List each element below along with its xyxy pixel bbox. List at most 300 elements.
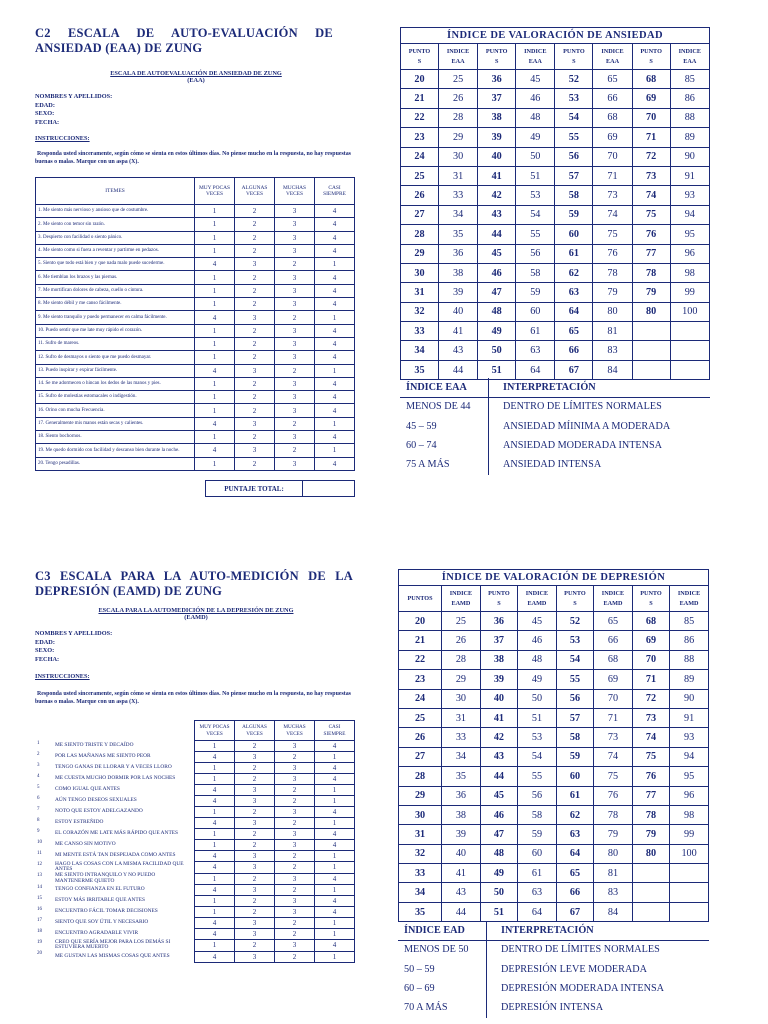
points-cell: 32 <box>399 844 442 863</box>
table-row <box>36 231 355 244</box>
item-score[interactable]: 1 <box>195 457 235 470</box>
eaa-items-table <box>35 177 355 471</box>
item-score[interactable]: 2 <box>235 741 275 752</box>
item-score[interactable]: 4 <box>315 807 355 818</box>
item-text: ESTOY ESTREÑIDO <box>55 819 104 826</box>
item-text: COMO IGUAL QUE ANTES <box>55 786 120 793</box>
item-score[interactable]: 1 <box>195 774 235 785</box>
item-score[interactable]: 4 <box>195 417 235 430</box>
item-score[interactable]: 2 <box>275 444 315 457</box>
index-cell: 84 <box>594 902 633 921</box>
index-cell: 75 <box>593 225 632 244</box>
item-score[interactable]: 4 <box>195 951 235 962</box>
item-score[interactable]: 2 <box>235 907 275 918</box>
eamd-field-name: NOMBRES Y APELLIDOS: <box>35 630 113 637</box>
item-score[interactable]: 4 <box>315 337 355 350</box>
points-cell <box>632 341 670 360</box>
item-score[interactable]: 1 <box>195 907 235 918</box>
item-score[interactable]: 2 <box>275 417 315 430</box>
table-row <box>36 364 355 377</box>
points-cell: 26 <box>399 728 442 747</box>
item-score[interactable]: 4 <box>195 918 235 929</box>
index-cell: 29 <box>442 670 481 689</box>
index-col-header <box>632 44 670 70</box>
index-cell: 54 <box>518 747 557 766</box>
item-score[interactable]: 4 <box>315 763 355 774</box>
item-score[interactable]: 3 <box>235 951 275 962</box>
index-col-header <box>670 586 709 612</box>
item-score[interactable]: 4 <box>195 818 235 829</box>
header-line: S <box>573 599 577 607</box>
item-score[interactable]: 3 <box>275 205 315 218</box>
index-cell: 35 <box>442 767 481 786</box>
item-score[interactable]: 3 <box>235 311 275 324</box>
header-line: S <box>649 599 653 607</box>
item-score[interactable]: 1 <box>195 840 235 851</box>
item-score[interactable]: 1 <box>195 244 235 257</box>
points-cell: 72 <box>632 147 670 166</box>
item-text: 14. Se me adormecen o hincan los dedos de las manos y pies. <box>36 377 195 390</box>
table-row <box>36 218 355 231</box>
item-score[interactable]: 2 <box>235 231 275 244</box>
table-row <box>401 360 710 379</box>
item-score[interactable]: 4 <box>315 873 355 885</box>
index-cell: 36 <box>438 244 477 263</box>
item-score[interactable]: 2 <box>235 807 275 818</box>
item-score[interactable]: 2 <box>235 391 275 404</box>
eaa-subtitle: ESCALA DE AUTOEVALUACIÓN DE ANSIEDAD DE ZUNG <box>110 70 282 77</box>
index-cell: 59 <box>518 825 557 844</box>
item-score[interactable]: 1 <box>195 218 235 231</box>
item-score[interactable]: 1 <box>195 284 235 297</box>
item-text: 17. Generalmente mis manos están secas y calientes. <box>36 417 195 430</box>
points-cell: 53 <box>555 89 593 108</box>
item-score[interactable]: 3 <box>275 298 315 311</box>
points-cell: 67 <box>556 902 593 921</box>
item-score[interactable]: 3 <box>275 873 315 885</box>
item-score[interactable]: 1 <box>195 391 235 404</box>
points-cell: 52 <box>556 612 593 631</box>
item-score[interactable]: 2 <box>235 896 275 907</box>
index-cell: 35 <box>438 225 477 244</box>
index-cell: 85 <box>670 612 709 631</box>
item-score[interactable]: 2 <box>235 298 275 311</box>
eaa-index-body <box>401 70 710 380</box>
table-row <box>399 786 709 805</box>
points-cell: 68 <box>632 70 670 89</box>
item-score[interactable]: 1 <box>195 271 235 284</box>
item-score[interactable]: 1 <box>195 741 235 752</box>
item-score[interactable]: 4 <box>315 271 355 284</box>
item-score[interactable]: 3 <box>275 457 315 470</box>
item-text: 9. Me siento tranquilo y puedo permanecer en calma fácilmente. <box>36 311 195 324</box>
table-row <box>399 883 709 902</box>
item-score[interactable]: 2 <box>235 324 275 337</box>
item-score[interactable]: 1 <box>315 444 355 457</box>
item-score[interactable]: 2 <box>235 763 275 774</box>
points-cell: 49 <box>478 322 516 341</box>
item-score[interactable]: 3 <box>275 391 315 404</box>
points-cell: 52 <box>555 70 593 89</box>
item-score[interactable]: 1 <box>315 364 355 377</box>
item-score[interactable]: 2 <box>275 951 315 962</box>
item-score[interactable]: 3 <box>275 218 315 231</box>
item-score[interactable]: 3 <box>275 377 315 390</box>
item-score[interactable]: 3 <box>235 752 275 763</box>
item-score[interactable]: 3 <box>275 907 315 918</box>
table-row <box>35 940 355 952</box>
item-score[interactable]: 3 <box>275 271 315 284</box>
points-cell: 36 <box>480 612 517 631</box>
index-cell: 98 <box>670 263 709 282</box>
item-score[interactable]: 4 <box>315 391 355 404</box>
points-cell: 29 <box>399 786 442 805</box>
points-cell: 80 <box>632 302 670 321</box>
item-score[interactable]: 1 <box>315 918 355 929</box>
points-cell: 23 <box>399 670 442 689</box>
item-score[interactable]: 4 <box>195 929 235 940</box>
item-text: 10. Puedo sentir que me late muy rápido el corazón. <box>36 324 195 337</box>
index-cell: 38 <box>438 263 477 282</box>
item-score[interactable]: 4 <box>195 364 235 377</box>
index-cell: 94 <box>670 205 709 224</box>
item-score[interactable]: 2 <box>275 364 315 377</box>
item-score[interactable]: 2 <box>275 862 315 874</box>
index-cell: 49 <box>516 128 555 147</box>
points-cell: 26 <box>401 186 439 205</box>
index-col-header <box>478 44 516 70</box>
item-score[interactable]: 4 <box>315 218 355 231</box>
index-cell: 38 <box>442 805 481 824</box>
item-score[interactable]: 2 <box>235 351 275 364</box>
item-score[interactable]: 3 <box>235 918 275 929</box>
header-line: PUNTO <box>563 47 585 55</box>
item-score[interactable]: 3 <box>275 763 315 774</box>
item-score[interactable]: 4 <box>195 311 235 324</box>
item-score[interactable]: 4 <box>315 298 355 311</box>
eaa-fields <box>35 93 357 127</box>
item-score[interactable]: 4 <box>315 774 355 785</box>
item-text: 1. Me siento más nervioso y ansioso que de costumbre. <box>36 205 195 218</box>
item-score[interactable]: 2 <box>275 885 315 896</box>
points-cell: 33 <box>399 864 442 883</box>
table-row <box>36 431 355 444</box>
item-score[interactable]: 3 <box>235 258 275 271</box>
points-cell: 79 <box>632 283 670 302</box>
points-cell: 54 <box>556 650 593 669</box>
points-cell: 25 <box>399 708 442 727</box>
item-score[interactable]: 4 <box>315 324 355 337</box>
table-row <box>401 166 710 185</box>
item-score[interactable]: 2 <box>235 840 275 851</box>
points-cell: 21 <box>399 631 442 650</box>
points-cell: 57 <box>555 166 593 185</box>
item-text: AÚN TENGO DESEOS SEXUALES <box>55 797 137 804</box>
item-text: MI MENTE ESTÁ TAN DESPEJADA COMO ANTES <box>55 852 176 859</box>
index-cell: 81 <box>593 322 632 341</box>
item-score[interactable]: 2 <box>235 940 275 952</box>
index-cell: 55 <box>516 225 555 244</box>
item-score[interactable]: 3 <box>275 741 315 752</box>
item-score[interactable]: 1 <box>195 351 235 364</box>
item-number: 12 <box>37 861 42 867</box>
item-score[interactable]: 2 <box>235 457 275 470</box>
table-row <box>35 951 355 962</box>
points-cell: 57 <box>556 708 593 727</box>
item-score[interactable]: 3 <box>235 785 275 796</box>
index-cell: 51 <box>518 708 557 727</box>
index-cell: 74 <box>594 747 633 766</box>
item-score[interactable]: 3 <box>275 840 315 851</box>
points-cell: 47 <box>480 825 517 844</box>
index-cell: 40 <box>442 844 481 863</box>
item-score[interactable]: 3 <box>235 929 275 940</box>
item-score[interactable]: 1 <box>195 324 235 337</box>
points-cell: 63 <box>555 283 593 302</box>
points-cell: 71 <box>632 670 669 689</box>
header-line: INDICE <box>677 589 701 597</box>
item-score[interactable]: 2 <box>235 873 275 885</box>
item-number: 17 <box>37 917 42 923</box>
eamd-form <box>35 569 357 706</box>
index-cell: 95 <box>670 767 709 786</box>
index-cell: 46 <box>518 631 557 650</box>
item-score[interactable]: 4 <box>315 244 355 257</box>
points-cell: 62 <box>555 263 593 282</box>
index-cell: 98 <box>670 805 709 824</box>
item-score[interactable]: 2 <box>235 404 275 417</box>
item-score[interactable]: 4 <box>315 404 355 417</box>
item-score[interactable]: 1 <box>315 311 355 324</box>
item-score[interactable]: 1 <box>195 873 235 885</box>
item-score[interactable]: 2 <box>275 918 315 929</box>
item-score[interactable]: 1 <box>315 417 355 430</box>
item-score[interactable]: 3 <box>275 807 315 818</box>
index-cell: 39 <box>438 283 477 302</box>
index-cell: 51 <box>516 166 555 185</box>
item-score[interactable]: 1 <box>315 785 355 796</box>
item-score[interactable]: 1 <box>315 818 355 829</box>
item-score[interactable]: 1 <box>195 829 235 840</box>
item-score[interactable]: 1 <box>315 885 355 896</box>
points-cell: 44 <box>480 767 517 786</box>
item-score[interactable]: 4 <box>315 829 355 840</box>
item-score[interactable]: 4 <box>315 431 355 444</box>
index-cell: 39 <box>442 825 481 844</box>
item-score[interactable]: 2 <box>275 785 315 796</box>
interp-header-meaning: INTERPRETACIÓN <box>501 924 594 936</box>
item-text: ME SIENTO INTRANQUILO Y NO PUEDO MANTENERME QUIETO <box>55 872 156 884</box>
points-cell: 78 <box>632 805 669 824</box>
table-row <box>35 896 355 907</box>
item-score[interactable]: 3 <box>235 796 275 807</box>
item-score[interactable]: 3 <box>275 284 315 297</box>
item-score[interactable]: 3 <box>235 417 275 430</box>
header-line: EAMD <box>603 599 623 607</box>
item-score[interactable]: 1 <box>195 205 235 218</box>
item-number: 15 <box>37 895 42 901</box>
item-number: 13 <box>37 873 42 879</box>
item-score[interactable]: 1 <box>195 298 235 311</box>
table-row <box>401 108 710 127</box>
item-score[interactable]: 3 <box>275 940 315 952</box>
item-score[interactable]: 2 <box>275 929 315 940</box>
index-cell: 34 <box>442 747 481 766</box>
item-score[interactable]: 1 <box>195 377 235 390</box>
points-cell: 58 <box>555 186 593 205</box>
eamd-items-body <box>35 741 355 963</box>
item-score[interactable]: 3 <box>275 404 315 417</box>
item-score[interactable]: 3 <box>275 829 315 840</box>
item-score[interactable]: 4 <box>315 940 355 952</box>
item-score[interactable]: 4 <box>315 231 355 244</box>
item-score[interactable]: 1 <box>195 763 235 774</box>
item-score[interactable]: 2 <box>235 244 275 257</box>
item-score[interactable]: 2 <box>235 218 275 231</box>
item-number: 20 <box>37 951 42 957</box>
item-score[interactable]: 2 <box>235 337 275 350</box>
item-score[interactable]: 4 <box>195 752 235 763</box>
index-cell: 68 <box>594 650 633 669</box>
eaa-interp-body <box>400 378 710 475</box>
item-score[interactable]: 4 <box>315 907 355 918</box>
points-cell: 28 <box>399 767 442 786</box>
points-cell: 37 <box>478 89 516 108</box>
item-score[interactable]: 2 <box>235 284 275 297</box>
item-score[interactable]: 1 <box>195 431 235 444</box>
item-score[interactable]: 2 <box>275 796 315 807</box>
points-cell: 71 <box>632 128 670 147</box>
index-cell: 93 <box>670 186 709 205</box>
index-cell: 71 <box>594 708 633 727</box>
index-cell: 56 <box>516 244 555 263</box>
item-score[interactable]: 4 <box>315 284 355 297</box>
item-score[interactable]: 4 <box>315 741 355 752</box>
item-score[interactable]: 1 <box>195 231 235 244</box>
points-cell: 41 <box>478 166 516 185</box>
item-score[interactable]: 3 <box>275 337 315 350</box>
item-score[interactable]: 4 <box>195 851 235 862</box>
item-score[interactable]: 1 <box>195 337 235 350</box>
item-score[interactable]: 4 <box>315 896 355 907</box>
item-score[interactable]: 4 <box>195 258 235 271</box>
item-score[interactable]: 3 <box>235 364 275 377</box>
table-row <box>36 457 355 470</box>
index-cell: 89 <box>670 670 709 689</box>
item-score[interactable]: 3 <box>235 851 275 862</box>
item-score[interactable]: 3 <box>275 231 315 244</box>
interp-meaning: DEPRESIÓN INTENSA <box>501 1002 604 1014</box>
item-score[interactable]: 1 <box>315 796 355 807</box>
item-score[interactable]: 3 <box>235 818 275 829</box>
item-score[interactable]: 1 <box>315 929 355 940</box>
item-score[interactable]: 1 <box>195 896 235 907</box>
item-score[interactable]: 3 <box>235 444 275 457</box>
item-score[interactable]: 4 <box>315 205 355 218</box>
points-cell: 78 <box>632 263 670 282</box>
item-score[interactable]: 1 <box>315 752 355 763</box>
item-number: 1 <box>37 740 40 746</box>
eaa-total-value[interactable] <box>303 481 355 497</box>
item-score[interactable]: 1 <box>195 404 235 417</box>
interp-range: 70 A MÁS <box>398 998 487 1017</box>
item-score[interactable]: 3 <box>275 431 315 444</box>
index-cell: 34 <box>438 205 477 224</box>
item-score[interactable]: 2 <box>275 851 315 862</box>
index-cell: 69 <box>594 670 633 689</box>
eamd-col-2: MUCHAS VECES <box>275 721 315 741</box>
item-score[interactable]: 1 <box>315 951 355 962</box>
index-cell: 25 <box>442 612 481 631</box>
table-row <box>400 436 710 455</box>
item-score[interactable]: 3 <box>275 774 315 785</box>
index-cell: 65 <box>594 612 633 631</box>
item-score[interactable]: 2 <box>275 258 315 271</box>
points-cell: 23 <box>401 128 439 147</box>
points-cell: 30 <box>399 805 442 824</box>
item-score[interactable]: 1 <box>315 851 355 862</box>
item-score[interactable]: 4 <box>195 862 235 874</box>
item-score[interactable]: 2 <box>275 752 315 763</box>
index-cell: 54 <box>516 205 555 224</box>
item-score[interactable]: 1 <box>315 258 355 271</box>
item-number: 11 <box>37 850 42 856</box>
item-score[interactable]: 4 <box>195 796 235 807</box>
item-score[interactable]: 3 <box>275 351 315 364</box>
item-score[interactable]: 1 <box>315 862 355 874</box>
item-score[interactable]: 1 <box>195 940 235 952</box>
item-score[interactable]: 3 <box>275 896 315 907</box>
item-score[interactable]: 3 <box>275 244 315 257</box>
item-score[interactable]: 3 <box>235 885 275 896</box>
item-score[interactable]: 2 <box>275 818 315 829</box>
item-score[interactable]: 1 <box>195 807 235 818</box>
item-score[interactable]: 4 <box>315 457 355 470</box>
item-score[interactable]: 2 <box>275 311 315 324</box>
item-score[interactable]: 2 <box>235 774 275 785</box>
item-score[interactable]: 2 <box>235 271 275 284</box>
table-row <box>36 417 355 430</box>
item-score[interactable]: 4 <box>315 351 355 364</box>
item-text: 3. Despierto con facilidad o siento pánico. <box>36 231 195 244</box>
index-cell: 74 <box>593 205 632 224</box>
item-score[interactable]: 2 <box>235 829 275 840</box>
header-line: S <box>649 57 653 65</box>
eamd-fields <box>35 630 357 664</box>
table-row <box>35 818 355 829</box>
eamd-title: C3 ESCALA PARA LA AUTO-MEDICIÓN DE LA DEPRESIÓN (EAMD) DE ZUNG <box>35 569 353 598</box>
item-score[interactable]: 2 <box>235 377 275 390</box>
item-score[interactable]: 3 <box>235 862 275 874</box>
item-score[interactable]: 4 <box>195 885 235 896</box>
item-score[interactable]: 4 <box>195 444 235 457</box>
item-score[interactable]: 2 <box>235 431 275 444</box>
index-cell: 44 <box>438 360 477 379</box>
item-score[interactable]: 4 <box>315 840 355 851</box>
item-score[interactable]: 4 <box>195 785 235 796</box>
points-cell: 61 <box>555 244 593 263</box>
points-cell: 33 <box>401 322 439 341</box>
item-score[interactable]: 3 <box>275 324 315 337</box>
points-cell: 74 <box>632 186 670 205</box>
points-cell: 48 <box>478 302 516 321</box>
points-cell: 72 <box>632 689 669 708</box>
item-score[interactable]: 2 <box>235 205 275 218</box>
index-cell: 43 <box>438 341 477 360</box>
interp-meaning: ANSIEDAD INTENSA <box>503 459 602 471</box>
points-cell: 65 <box>555 322 593 341</box>
item-score[interactable]: 4 <box>315 377 355 390</box>
